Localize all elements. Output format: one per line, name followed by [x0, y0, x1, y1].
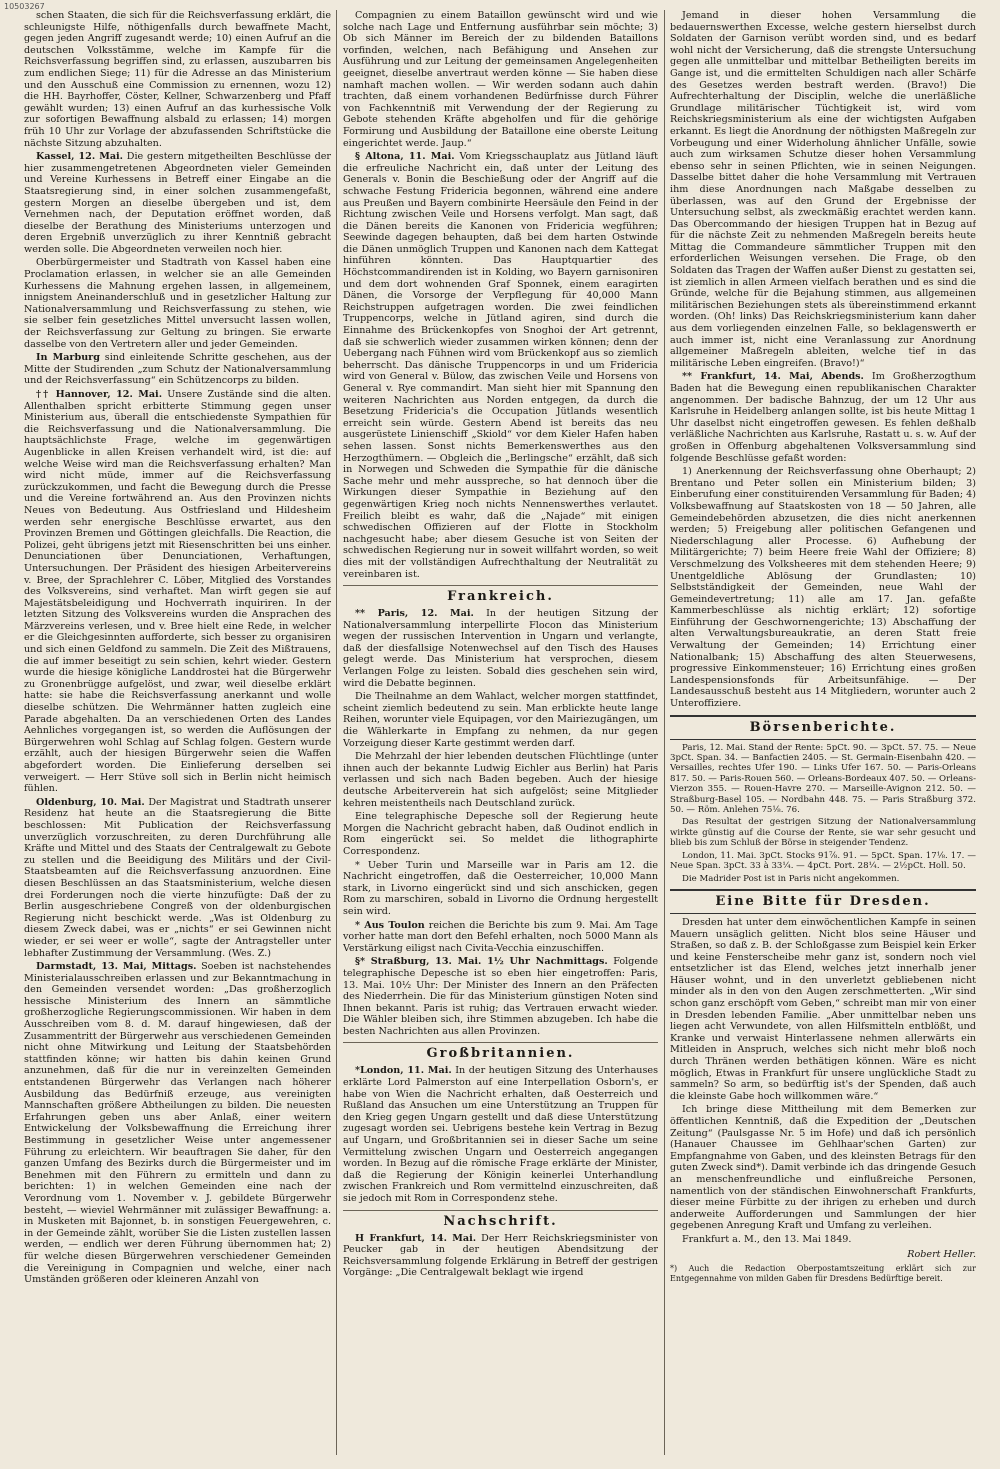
exchange-report: London, 11. Mai. 3pCt. Stocks 91⅞. 91. — 5pCt. Span. 17⅛. 17. — Neue Span. 3pCt. 33 à 33¼. — 4pCt. Port. 28¼. — 2½pCt. Holl. 50. — [670, 850, 976, 872]
article-paragraph — [343, 608, 658, 689]
section-heading: Börsenberichte. — [670, 715, 976, 740]
paragraph-text: schen Staaten, die sich für die Reichsverfassung erklärt, die schleunigste Hilfe, nöthigenfalls durch bewaffnete Macht, gegen jeden Angriff zugesandt werde; 10) einen Aufruf an die deutschen Volksstämme, welche im Kampfe für die Reichsverfassung begriffen sind, zu erlassen, auszubarren bis zum endlichen Siege; 11) für die Adresse an das Ministerium und den Ausschuß eine Commission zu ernennen, wozu 12) die HH. Bayrhoffer, Cöster, Kellner, Schwarzenberg und Pfaff gewählt wurden; 13) einen Aufruf an das kurhessische Volk zur sofortigen Bewaffnung alsbald zu erlassen; 14) morgen früh 10 Uhr zur Vorlage der abzufassenden Schriftstücke die nächste Sitzung abzuhalten. — [24, 10, 331, 149]
article-paragraph — [670, 917, 976, 1103]
paragraph-text: Unsere Zustände sind die alten. Allenthalben spricht erbitterte Stimmung gegen unser Ministerium aus, überall die entschiedenste Sympathien für die Reichsverfassung und die Nationalversammlung. Die hauptsächlichste Frage, welche im gegenwärtigen Augenblicke in allen Kreisen verhandelt wird, ist die: auf welche Weise wird man die Reichsverfassung erhalten? Man wird nicht müde, immer auf die Reichsverfassung zurückzukommen, und facht die Bewegung durch die Presse und die Vereine fortwährend an. Aus den Provinzen nichts Neues von Bedeutung. Aus Ostfriesland und Hildesheim werden sehr energische Beschlüsse erwartet, aus den Provinzen Bremen und Göttingen gleichfalls. Die Reaction, die Polizei, geht übrigens jetzt mit Riesenschritten bei uns einher. Denunciationen über Denunciationen, Verhaftungen, Untersuchungen. Der Präsident des hiesigen Arbeitervereins v. Bree, der Sprachlehrer C. Löber, Mitglied des Vorstandes des Volksvereins, sind verhaftet. Man wirft gegen sie auf Majestätsbeleidigung und Hochverrath inquiriren. In der letzten Sitzung des Volksvereins wurden die Ansprachen des Märzvereins verlesen, und v. Bree hielt eine Rede, in welcher er die Gleichgesinnten aufforderte, sich besser zu organisiren und sich einen Geldfond zu sammeln. Die Zeit des Mißtrauens, die auf immer beseitigt zu sein schien, kehrt wieder. Gestern wurde die hiesige königliche Landdrostei hat die Bürgerwehr zu Gronenbrügge aufgelöst, und zwar, weil dieselbe erklärt hatte: sie habe die Reichsverfassung anerkannt und wolle dieselbe schützen. Die Wehrmänner hatten zugleich eine Parade abgehalten. Da an verschiedenen Orten des Landes Aehnliches vorgegangen ist, so werden die Auflösungen der Bürgerwehren wohl Schlag auf Schlag folgen. Gestern wurde erzählt, auch der hiesigen Bürgerwehr seien die Waffen abgefordert worden. Die Einlieferung derselben sei verweigert. — Herr Stüve soll sich in Berlin nicht heimisch fühlen. — [24, 389, 331, 795]
column-rule-1 — [336, 10, 337, 1455]
article-paragraph — [670, 10, 976, 369]
article-paragraph — [343, 1065, 658, 1204]
paragraph-text: Die Mehrzahl der hier lebenden deutschen Flüchtlinge (unter ihnen auch der bekannte Ludwig Eichler aus Berlin) hat Paris verlassen und sich nach Baden begeben. Auch der hiesige deutsche Arbeiterverein hat sich aufgelöst; seine Mitglieder kehren meistentheils nach Deutschland zurück. — [343, 751, 658, 809]
paragraph-text: Jemand in dieser hohen Versammlung die bedauernswerthen Excesse, welche gestern hierselbst durch Soldaten der Garnison verübt worden sind, und es bedarf wohl nicht der Versicherung, daß die strengste Untersuchung gegen alle unmittelbar und mittelbar Betheiligten bereits im Gange ist, und die ermittelten Schuldigen nach aller Schärfe des Gesetzes werden bestraft werden. (Bravo!) Die Aufrechterhaltung der Disciplin, welche die unerläßliche Grundlage militärischer Tüchtigkeit ist, wird vom Reichskriegsministerium als eine der wichtigsten Aufgaben erkannt. Es liegt die Anordnung der nöthigsten Maßregeln zur Vorbeugung und einer Widerholung ähnlicher Unfälle, sowie auch zum wirksamen Schutze dieser hohen Versammlung ebenso sehr in seinen Pflichten, wie in seinen Neigungen. Dasselbe bittet daher die hohe Versammlung mit Vertrauen ihm diese Anordnungen nach Maßgabe desselben zu überlassen, was auf den Grund der Ergebnisse der Untersuchung selbst, als zweckmäßig erachtet werden kann. Das Obercommando der hiesigen Truppen hat in Bezug auf für die nächste Zeit zu nehmenden Maßregeln bereits heute Mittag die Commandeure sämmtlicher Truppen mit den erforderlichen Weisungen versehen. Die Frage, ob den Soldaten das Tragen der Waffen außer Dienst zu gestatten sei, ist ziemlich in allen Armeen vielfach berathen und es sind die Gründe, welche für die Bejahung stimmen, aus allgemeinen militärischen Beziehungen stets als übereinstimmend erkannt worden. (Oh! links) Das Reichskriegsministerium kann daher aus dem vorliegenden einzelnen Falle, so beklagenswerth er auch immer ist, nicht eine Veranlassung zur Anordnung allgemeiner Maßregeln ableiten, welche tief in das militärische Leben eingreifen. (Bravo!)“ — [670, 10, 976, 369]
article-paragraph — [343, 920, 658, 955]
paragraph-text: 1) Anerkennung der Reichsverfassung ohne Oberhaupt; 2) Brentano und Peter sollen ein Ministerium bilden; 3) Einberufung einer constituirenden Versammlung für Baden; 4) Volksbewaffnung auf Staatskosten von 18 — 50 Jahren, alle Gemeindebehörden abzusetzen, die dies nicht anerkennen werden; 5) Freigebung aller politischen Gefangenen und Niederschlagung aller Processe. 6) Aufhebung der Militärgerichte; 7) beim Heere freie Wahl der Offiziere; 8) Verschmelzung des Volksheeres mit dem stehenden Heere; 9) Unentgeldliche Ablösung der Grundlasten; 10) Selbstständigkeit der Gemeinden, neue Wahl der Gemeindevertretung; 11) alle am 17. Jan. gefaßte Kammerbeschlüsse als nichtig erklärt; 12) sofortige Einführung der Geschwornengerichte; 13) Abschaffung der alten Verwaltungsbureaukratie, an deren Statt freie Verwaltung der Gemeinden; 14) Errichtung einer Nationalbank; 15) Abschaffung des alten Steuerwesens, progressive Einkommensteuer; 16) Errichtung eines großen Landespensionsfonds für Arbeitsunfähige. — Der Landesausschuß besteht aus 14 Mitgliedern, worunter auch 2 Unteroffiziere. — [670, 466, 976, 710]
signature: Robert Heller. — [907, 1248, 976, 1260]
dateline: ** Frankfurt, 14. Mai, Abends. — [682, 371, 864, 383]
section-heading: Nachschrift. — [343, 1210, 658, 1230]
paragraph-text: Vom Kriegsschauplatz aus Jütland läuft die erfreuliche Nachricht ein, daß unter der Leitung des Generals v. Bonin die Beschießung oder der Angriff auf die schwache Festung Fridericia begonnen, während eine andere aus Preußen und Bayern combinirte Heersäule den Feind in der Richtung zwischen Veile und Horsens verfolgt. Man sagt, daß die Dänen bereits die Kanonen von Fridericia wegführen; Seewinde dagegen behaupten, daß bei dem harten Ostwinde die Dänen unmöglich Truppen und Kanonen nach dem Kattegat hinführen könnten. Das Hauptquartier des Höchstcommandirenden ist in Kolding, wo Bayern garnisoniren und dem dort wohnenden Graf Sponnek, einem earagirten Dänen, die Vorsorge der Verpflegung für 40,000 Mann Reichstruppen aufgetragen worden. Die zwei feindlichen Truppencorps, welche in Jütland agiren, sind durch die Einnahme des Brückenkopfes von Snoghoi der Art getrennt, daß sie schwerlich wieder zusammen wirken können; denn der Uebergang nach Fühnen wird vom Brückenkopf aus so ziemlich beherrscht. Das dänische Truppencorps in und um Fridericia wird von General v. Bülow, das zwischen Veile und Horsens von General v. Rye commandirt. Man sieht hier mit Spannung den weiteren Nachrichten aus Norden entgegen, da durch die Besetzung Fridericia's die Occupation Jütlands wesentlich erreicht sein würde. Gestern Abend ist bereits das neu ausgerüstete Linienschiff „Skiold“ vor dem Kieler Hafen haben sehen lassen. Sonst nichts Bemerkenswerthes aus den Herzogthümern. — Obgleich die „Berlingsche“ erzählt, daß sich in Norwegen und Schweden die Sympathie für die dänische Sache mehr und mehr ausspreche, so hat dennoch über die Wirkungen dieser Sympathie in Beziehung auf den gegenwärtigen Krieg noch nichts Nennenswerthes verlautet. Freilich bleibt es wahr, daß die „Najade“ mit einigen schwedischen Offizieren auf der Flotte in Stockholm nachgesucht habe; aber diesem Gesuche ist von Seiten der schwedischen Regierung nur in soweit willfahrt worden, so weit dies mit der vollständigen Aufrechthaltung der Neutralität zu vereinbaren ist. — [343, 151, 658, 580]
article-paragraph — [670, 466, 976, 709]
article-paragraph — [343, 811, 658, 857]
paragraph-text: Oberbürgermeister und Stadtrath von Kassel haben eine Proclamation erlassen, in welcher sie an alle Gemeinden Kurhessens die Mahnung ergehen lassen, in allgemeinem, innigstem Aneinanderschluß und in gesetzlicher Haltung zur Nationalversammlung und Reichsverfassung zu stehen, wie sie selber fein gesetzliches Mittel unversucht lassen wollen, der Reichsverfassung zur Geltung zu bringen. Sie erwarte dasselbe von den Vertretern aller und jeder Gemeinden. — [24, 257, 331, 350]
paragraph-text: sind einleitende Schritte geschehen, aus der Mitte der Studirenden „zum Schutz der Nationalversammlung und der Reichsverfassung“ ein Schützencorps zu bilden. — [24, 352, 331, 387]
article-paragraph — [343, 860, 658, 918]
dateline: * Aus Toulon — [355, 919, 425, 931]
paragraph-text: In der heutigen Sitzung des Unterhauses erklärte Lord Palmerston auf eine Interpellation Osborn's, er habe von Wien die Nachricht erhalten, daß Oesterreich und Rußland das Ansuchen um eine Unterstützung an Truppen für den Krieg gegen Ungarn gestellt und daß diese Unterstützung zugesagt worden sei. Uebrigens bestehe kein Vertrag in Bezug auf Ungarn, und Großbritannien sei in dieser Sache um seine Vermittelung zwischen Ungarn und Oesterreich angegangen worden. In Bezug auf die römische Frage erklärte der Minister, daß die Regierung der Königin keinerlei Unterhandlung zwischen Frankreich und Rom vermittelnd einzuschreiten, daß sie jedoch mit Rom in Correspondenz stehe. — [343, 1065, 658, 1204]
paragraph-text: Im Großherzogthum Baden hat die Bewegung einen republikanischen Charakter angenommen. Der badische Bahnzug, der um 12 Uhr aus Karlsruhe in Heidelberg anlangen sollte, ist bis heute Mittag 1 Uhr daselbst nicht eingetroffen gewesen. Es fehlen deßhalb verläßliche Nachrichten aus Karlsruhe, Rastatt u. s. w. Auf der großen in Offenburg abgehaltenen Volksversammlung sind folgende Beschlüsse gefaßt worden: — [670, 371, 976, 464]
paragraph-text: Der Herr Reichskriegsminister von Peucker gab in der heutigen Abendsitzung der Reichsversammlung folgende Erklärung in Betreff der gestrigen Vorgänge: „Die Centralgewalt beklagt wie irgend — [343, 1232, 658, 1279]
section-heading: Großbritannien. — [343, 1042, 658, 1062]
section-heading: Frankreich. — [343, 585, 658, 605]
dateline: ** Paris, 12. Mai. — [355, 608, 474, 620]
paragraph-text: Dresden hat unter dem einwöchentlichen Kampfe in seinen Mauern unsäglich gelitten. Nicht blos seine Häuser und Straßen, so daß z. B. der Schloßgasse zum Beispiel kein Erker und keine Fensterscheibe mehr ganz ist, sondern noch viel entsetzlicher ist das Elend, welches jetzt innerhalb jener Häuser wohnt, und in den unverletzt gebliebenen nicht minder als in den von den Augen zerschmetterten. „Wir sind schon ganz erschöpft vom Geben,“ schreibt man mir von einer in Dresden lebenden Familie. „Aber unmittelbar neben uns liegen acht Verwundete, von allen Hilfsmitteln entblößt, und Kranke und verwaist Hinterlassene nehmen allerwärts ein Mitleiden in Anspruch, welches sich nicht mehr bloß noch durch Thränen werden bethätigen können. Wäre es nicht möglich, Etwas in Frankfurt für unsere unglückliche Stadt zu sammeln? So arm, so bedürftig ist's der Spenden, daß auch die kleinste Gabe hoch willkommen wäre.“ — [670, 916, 976, 1102]
article-paragraph — [343, 956, 658, 1037]
article-paragraph — [670, 1234, 976, 1246]
column-1 — [24, 10, 331, 1455]
dateline: In Marburg — [36, 352, 100, 364]
paragraph-text: Die gestern mitgetheilten Beschlüsse der hier zusammengetretenen Abgeordneten vieler Gemeinden und Vereine Kurhessens in Betreff einer Eingabe an die Staatsregierung sind, in einer solchen zusammengefaßt, gestern Morgen an dieselbe übergeben und ist, dem Vernehmen nach, der Deputation eröffnet worden, daß dieselbe der Berathung des Ministeriums unterzogen und deren Ergebniß unverzüglich zu ihrer Kenntniß gebracht werden solle. Die Abgeordneten verweilen noch hier. — [24, 151, 331, 255]
paragraph-text: Frankfurt a. M., den 13. Mai 1849. — [682, 1233, 852, 1245]
article-paragraph — [670, 1104, 976, 1232]
paragraph-text: In der heutigen Sitzung der Nationalversammlung interpellirte Flocon das Ministerium wegen der russischen Intervention in Ungarn und verlangte, daß der diesfallsige Notenwechsel auf den Tisch des Hauses gelegt werde. Das Ministerium hat versprochen, diesem Verlangen Folge zu leisten. Sobald dies geschehen sein wird, wird die Debatte beginnen. — [343, 608, 658, 689]
article-paragraph — [24, 151, 331, 255]
dateline: Oldenburg, 10. Mai. — [36, 796, 145, 808]
dateline: §* Straßburg, 13. Mai. 1½ Uhr Nachmittags. — [355, 956, 608, 968]
column-2 — [343, 10, 658, 1455]
column-3 — [670, 10, 976, 1455]
dateline: § Altona, 11. Mai. — [355, 151, 455, 163]
exchange-report: Das Resultat der gestrigen Sitzung der Nationalversammlung wirkte günstig auf die Course der Rente, sie war sehr gesucht und blieb bis zum Schluß der Börse in steigender Tendenz. — [670, 817, 976, 849]
paragraph-text: Der Magistrat und Stadtrath unserer Residenz hat heute an die Staatsregierung die Bitte beschlossen: Mit Publication der Reichsverfassung unverzüglich vorzuschreiten, zu deren Durchführung alle Kräfte und Mittel und des Staats der Centralgewalt zu Gebote zu stellen und die Beeidigung des Militärs und der Civil-Staatsbeamten auf die Reichsverfassung anzuordnen. Eine diesen Beschlüssen an das Staatsministerium, welche diesen drei Forderungen noch die vierte hinzufügte: Daß der zu Berlin ausgeschriebene Congreß von der oldenburgischen Regierung nicht beschickt werde. „Was ist Oldenburg zu diesem Zweck dabei, was er „nichts“ er sei Gewinnen nicht wieder, er sei weer er wolle“, sagte der Antragsteller unter lebhafter Zustimmung der Versammlung. (Wes. Z.) — [24, 796, 331, 959]
exchange-report: Paris, 12. Mai. Stand der Rente: 5pCt. 90. — 3pCt. 57. 75. — Neue 3pCt. Span. 34. — Banfactien 2405. — St. Germain-Eisenbahn 420. — Versailles, rechtes Ufer 190. — Links Ufer 167. 50. — Paris-Orleans 817. 50. — Paris-Rouen 560. — Orleans-Bordeaux 407. 50. — Orleans-Vierzon 355. — Rouen-Havre 270. — Marseille-Avignon 212. 50. — Straßburg-Basel 105. — Nordbahn 448. 75. — Paris Straßburg 372. 50. — Röm. Anlehen 75⅛. 76. — [670, 742, 976, 816]
paragraph-text: Ich bringe diese Mittheilung mit dem Bemerken zur öffentlichen Kenntniß, daß die Expedition der „Deutschen Zeitung“ (Paulsgasse Nr. 5 im Hofe) und daß ich persönlich (Hanauer Chaussee im Gehlhaar'schen Garten) zur Empfangnahme von Gaben, und des kleinsten Betrags für den guten Zweck sind*). Damit verbinde ich das dringende Gesuch an menschenfreundliche und einflußreiche Personen, namentlich von der ständischen Einwohnerschaft Frankfurts, dieser meine Fürbitte zu der ihrigen zu erheben und durch anderweite Aufforderungen und Sammlungen der hier gegebenen Anregung Kraft und Umfang zu verleihen. — [670, 1104, 976, 1232]
paragraph-text: Eine telegraphische Depesche soll der Regierung heute Morgen die Nachricht gebracht haben, daß Oudinot endlich in Rom eingerückt sei. So meldet die lithographirte Correspondenz. — [343, 811, 658, 857]
article-paragraph — [343, 1233, 658, 1279]
dateline: †† Hannover, 12. Mai. — [36, 389, 163, 400]
article-paragraph — [24, 961, 331, 1286]
paragraph-text: Die Theilnahme an dem Wahlact, welcher morgen stattfindet, scheint ziemlich bedeutend zu sein. Man erblickte heute lange Reihen, worunter viele Equipagen, vor den Mairiezugängen, um die Wählerkarte in Empfang zu nehmen, da nur gegen Vorzeigung dieser Karte gestimmt werden darf. — [343, 691, 658, 749]
column-rule-2 — [664, 10, 665, 1455]
article-paragraph — [343, 751, 658, 809]
dateline: Kassel, 12. Mai. — [36, 151, 124, 163]
footnote: *) Auch die Redaction Oberpostamtszeitung erklärt sich zur Entgegennahme von milden Gaben für Dresdens Bedürftige bereit. — [670, 1264, 976, 1283]
section-heading: Eine Bitte für Dresden. — [670, 889, 976, 914]
article-paragraph — [24, 389, 331, 795]
dateline: H Frankfurt, 14. Mai. — [355, 1232, 477, 1244]
article-paragraph — [24, 257, 331, 350]
exchange-report: Die Madrider Post ist in Paris nicht angekommen. — [682, 873, 900, 884]
paragraph-text: Folgende telegraphische Depesche ist so eben hier eingetroffen: Paris, 13. Mai. 10½ Uhr: Der Minister des Innern an den Präfecten des Niederrhein. Die für das Ministerium günstigen Noten sind Ihnen bekannt. Paris ist ruhig; das Vertrauen erwacht wieder. Die Wähler bleiben sich, ihre Stimmen abzugeben. Ich habe die besten Nachrichten aus allen Provinzen. — [343, 956, 658, 1037]
article-paragraph — [670, 371, 976, 464]
page-id: 10503267 — [4, 2, 45, 11]
paragraph-text: * Ueber Turin und Marseille war in Paris am 12. die Nachricht eingetroffen, daß die Oesterreicher, 10,000 Mann stark, in Livorno eingerückt sind und sich anschicken, gegen Rom zu marschiren, sobald in Livorno die Ordnung hergestellt sein wird. — [343, 859, 658, 917]
article-paragraph — [343, 10, 658, 149]
dateline: *London, 11. Mai. — [355, 1065, 452, 1077]
paragraph-text: reichen die Berichte bis zum 9. Mai. Am Tage vorher hatte man dort den Befehl erhalten, noch 5000 Mann als Verstärkung eiligst nach Civita-Vecchia einzuschiffen. — [343, 919, 658, 954]
paragraph-text: Compagnien zu einem Bataillon gewünscht wird und wie solche nach Lage und Entfernung ausführbar sein möchte; 3) Ob sich Männer im Bereich der zu bildenden Bataillons vorfinden, welchen, nach Befähigung und Ansehen zur Ausführung und zur Leitung der gemeinsamen Angelegenheiten geeignet, dieselbe anvertraut werden könne — Sie haben diese namhaft machen wollen. — Wir werden sodann auch dahin trachten, daß einem vorhandenen Bedürfnisse durch Führer von Fachkenntniß mit Verwendung der der Regierung zu Gebote stehenden Kräfte abgeholfen und für die gehörige Formirung und Ausbildung der Bataillone eine oberste Leitung eingerichtet werde. Jaup.“ — [343, 10, 658, 149]
dateline: Darmstadt, 13. Mai, Mittags. — [36, 961, 197, 973]
article-paragraph — [24, 352, 331, 387]
article-paragraph — [343, 691, 658, 749]
article-paragraph — [343, 151, 658, 580]
article-paragraph — [24, 797, 331, 959]
article-paragraph — [24, 10, 331, 149]
paragraph-text: Soeben ist nachstehendes Ministerialausschreiben erlassen und zur Bekanntmachung in den Gemeinden versendet worden: „Das großherzoglich hessische Ministerium des Innern an sämmtliche großherzogliche Regierungscommissionen. Wir haben in dem Ausschreiben vom 8. d. M. darauf hingewiesen, daß der Zusammentritt der Bürgerwehr aus verschiedenen Gemeinden nicht ohne Mitwirkung und Leitung der Staatsbehörden stattfinden könne; wir hatten bis dahin keinen Grund anzunehmen, daß für die nur in vereinzelten Gemeinden entstandenen Bürgerwehr das Verlangen nach höherer Ausbildung das Bedürfniß erzeuge, aus vereinigten Mannschaften größere Abtheilungen zu bilden. Die neuesten Erfahrungen geben uns aber Anlaß, einer weitern Entwickelung der Volksbewaffnung die Erreichung ihrer Bestimmung in gesetzlicher Weise unter angemessener Führung zu erleichtern. Wir beauftragen Sie daher, für den ganzen Umfang des Bezirks durch die Bürgermeister und im Benehmen mit den Führern zu ermitteln und dann zu berichten: 1) in welchen Gemeinden eine nach der Verordnung vom 1. November v. J. gebildete Bürgerwehr besteht, — wieviel Wehrmänner mit zulässiger Bewaffnung: a. in Musketen mit Bajonnet, b. in sonstigen Feuergewehren, c. in der Gemeinde zählt, worüber Sie die Listen zustellen lassen werden, — endlich wer deren Führung übernommen hat; 2) für welche diesen Bürgerwehren verschiedener Gemeinden die Vereinigung in Compagnien und welche, einer nach Umständen größeren oder kleineren Anzahl von — [24, 961, 331, 1286]
